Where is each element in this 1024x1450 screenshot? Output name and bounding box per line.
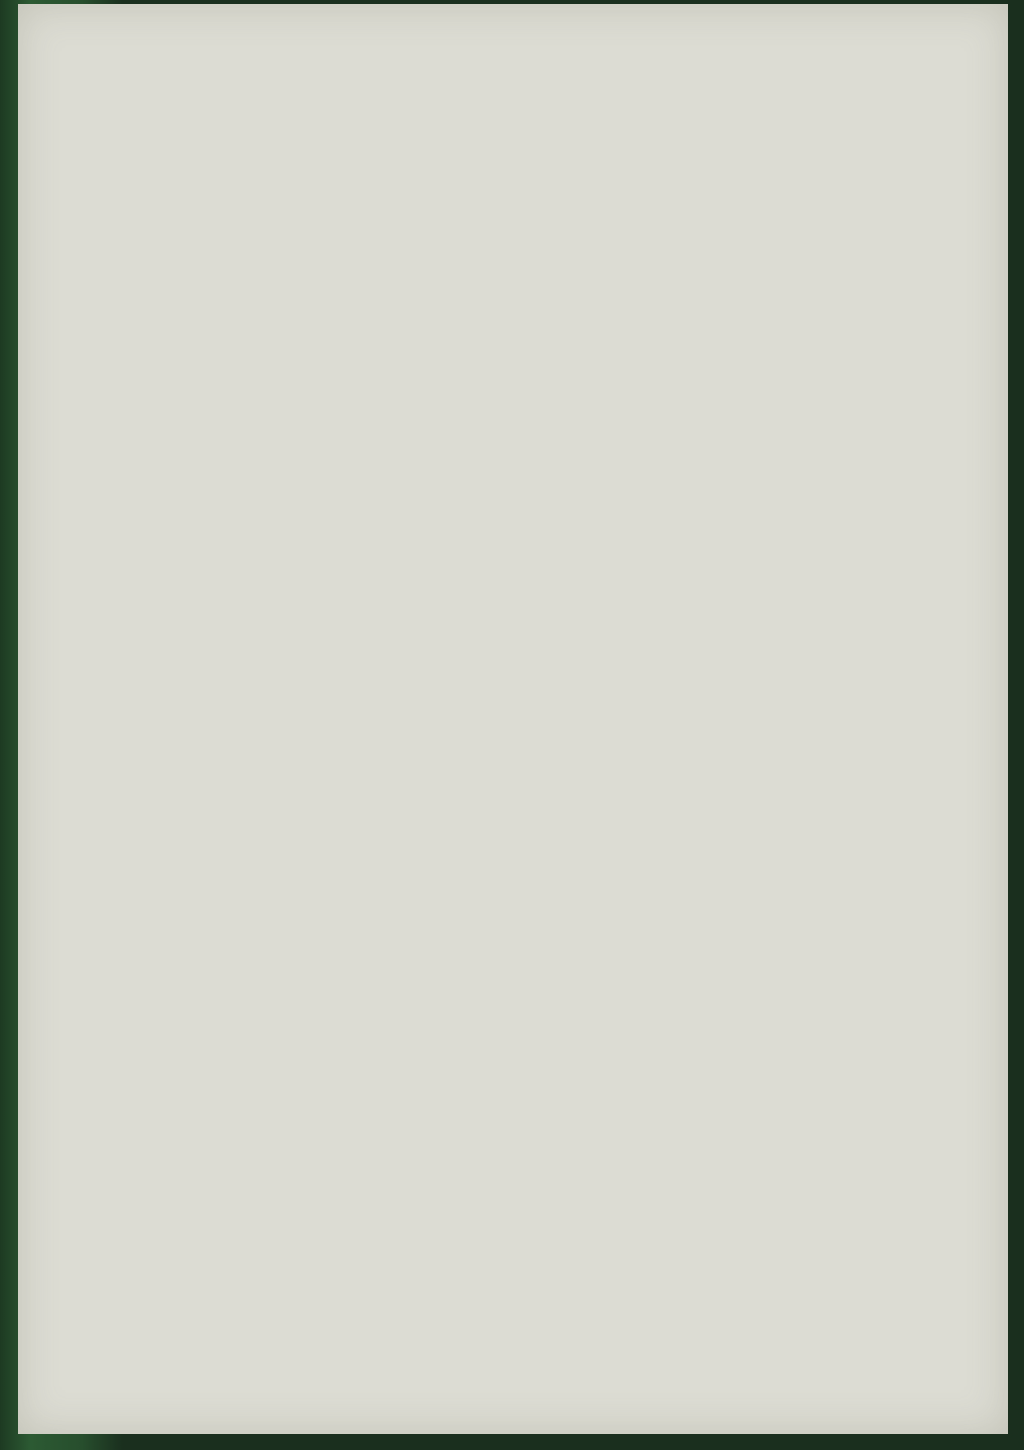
document-page	[18, 4, 1008, 1434]
